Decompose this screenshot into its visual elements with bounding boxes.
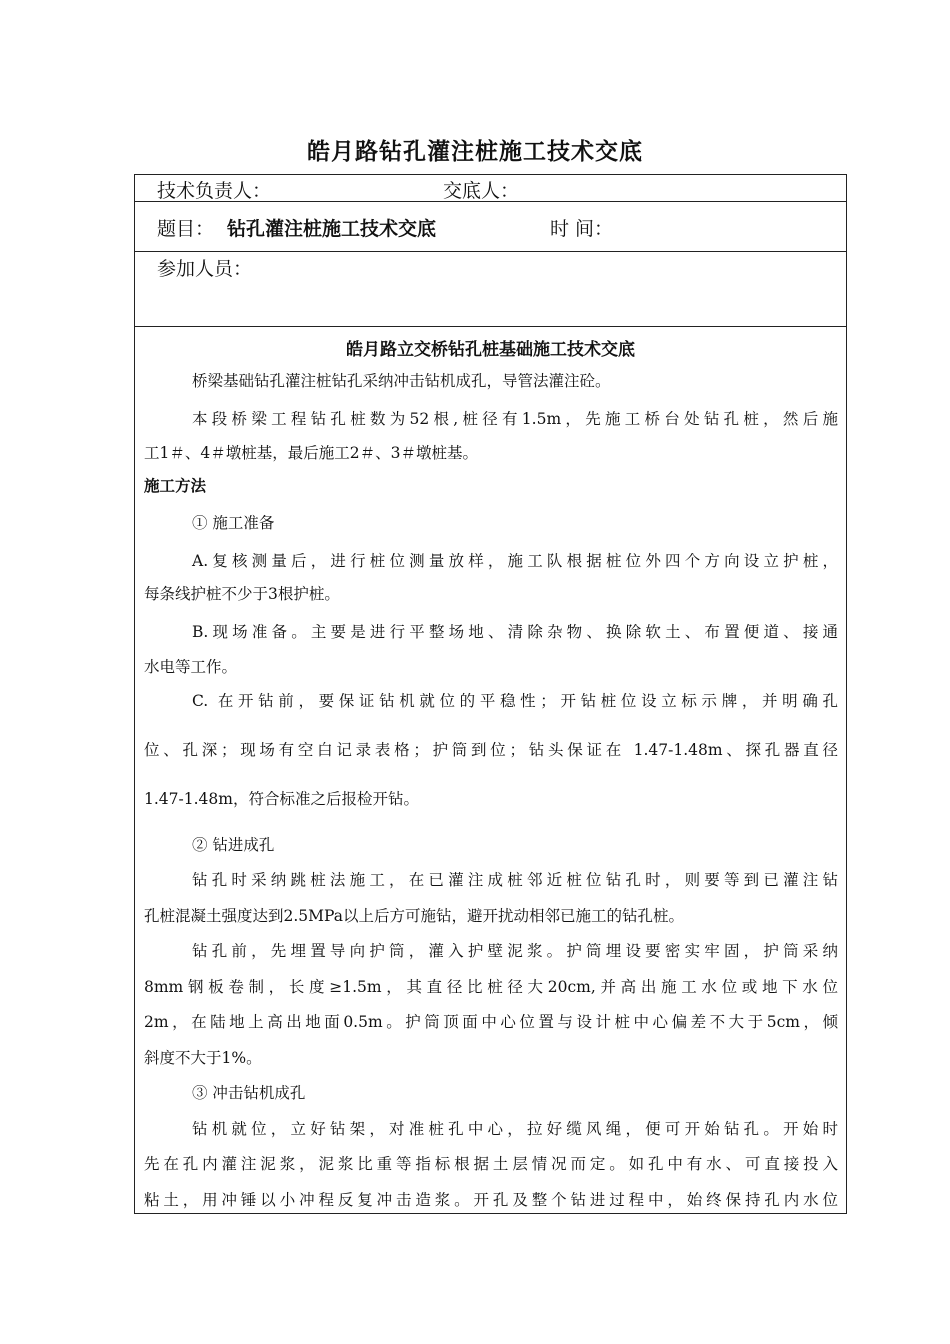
paragraph-line: 孔桩混凝土强度达到2.5MPa以上后方可施钻，避开扰动相邻已施工的钻孔桩。 — [144, 907, 684, 925]
row-responsible — [135, 175, 846, 202]
paragraph-line: 1.47-1.48m，符合标准之后报检开钻。 — [144, 790, 419, 808]
paragraph-line: 粘土，用冲锤以小冲程反复冲击造浆。开孔及整个钻进过程中，始终保持孔内水位 — [144, 1191, 838, 1209]
paragraph-line: 本段桥梁工程钻孔桩数为52根,桩径有1.5m，先施工桥台处钻孔桩，然后施 — [192, 410, 838, 428]
paragraph-line: 钻孔前，先埋置导向护筒，灌入护壁泥浆。护筒埋设要密实牢固，护筒采纳 — [192, 942, 838, 960]
paragraph-line: 每条线护桩不少于3根护桩。 — [144, 585, 340, 603]
paragraph-line: B.现场准备。主要是进行平整场地、清除杂物、换除软土、布置便道、接通 — [192, 623, 838, 641]
paragraph-line: 工1＃、4＃墩桩基，最后施工2＃、3＃墩桩基。 — [144, 444, 478, 462]
document-title: 皓月路钻孔灌注桩施工技术交底 — [307, 139, 643, 165]
disclosure-table — [134, 174, 847, 1214]
section-title: 皓月路立交桥钻孔桩基础施工技术交底 — [346, 340, 635, 360]
sub-heading: ③ 冲击钻机成孔 — [192, 1084, 306, 1102]
paragraph-line: 钻孔时采纳跳桩法施工，在已灌注成桩邻近桩位钻孔时，则要等到已灌注钻 — [192, 871, 838, 889]
paragraph-line: 8mm钢板卷制，长度≥1.5m，其直径比桩径大20cm,并高出施工水位或地下水位 — [144, 978, 838, 996]
subject-label: 题目： — [157, 218, 215, 240]
subject-value: 钻孔灌注桩施工技术交底 — [227, 218, 437, 240]
sub-heading: ② 钻进成孔 — [192, 836, 275, 854]
time-label: 时 间： — [550, 218, 614, 240]
paragraph-line: 斜度不大于1%。 — [144, 1049, 262, 1067]
paragraph-line: A.复核测量后，进行桩位测量放样，施工队根据桩位外四个方向设立护桩， — [192, 552, 838, 570]
paragraph-line: 位、孔深；现场有空白记录表格；护筒到位；钻头保证在 1.47-1.48m、探孔器直径 — [144, 741, 838, 759]
tech-lead-label: 技术负责人： — [157, 180, 272, 202]
row-participants — [135, 252, 846, 327]
sub-heading: ① 施工准备 — [192, 514, 275, 532]
paragraph-line: 2m，在陆地上高出地面0.5m。护筒顶面中心位置与设计桩中心偏差不大于5cm，倾 — [144, 1013, 838, 1031]
row-subject — [135, 202, 846, 252]
paragraph-line: 钻机就位，立好钻架，对准桩孔中心，拉好缆风绳，便可开始钻孔。开始时 — [192, 1120, 838, 1138]
paragraph-line: 桥梁基础钻孔灌注桩钻孔采纳冲击钻机成孔，导管法灌注砼。 — [192, 372, 611, 390]
paragraph-line: 先在孔内灌注泥浆，泥浆比重等指标根据土层情况而定。如孔中有水、可直接投入 — [144, 1155, 838, 1173]
paragraph-line: C. 在开钻前，要保证钻机就位的平稳性；开钻桩位设立标示牌，并明确孔 — [192, 692, 838, 710]
participants-label: 参加人员： — [157, 258, 253, 280]
discloser-label: 交底人： — [443, 180, 520, 202]
paragraph-line: 水电等工作。 — [144, 658, 238, 676]
section-heading: 施工方法 — [144, 477, 207, 495]
